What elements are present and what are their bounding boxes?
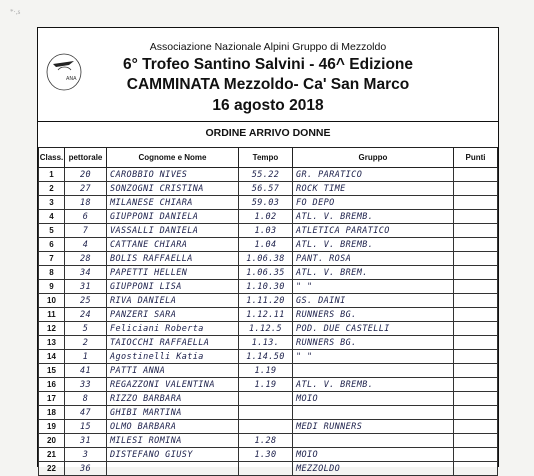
col-header-name: Cognome e Nome bbox=[107, 148, 239, 168]
group-cell: GS. DAINI bbox=[293, 294, 454, 308]
bib-cell: 3 bbox=[65, 448, 107, 462]
time-cell: 1.11.20 bbox=[239, 294, 293, 308]
name-cell: DISTEFANO GIUSY bbox=[107, 448, 239, 462]
group-cell: MEDI RUNNERS bbox=[293, 420, 454, 434]
bib-cell: 1 bbox=[65, 350, 107, 364]
points-cell bbox=[454, 252, 498, 266]
time-cell bbox=[239, 406, 293, 420]
group-cell: RUNNERS BG. bbox=[293, 308, 454, 322]
rank-cell: 22 bbox=[39, 462, 65, 476]
points-cell bbox=[454, 294, 498, 308]
table-row bbox=[39, 448, 498, 462]
points-cell bbox=[454, 392, 498, 406]
group-cell: MOIO bbox=[293, 448, 454, 462]
time-cell: 1.06.35 bbox=[239, 266, 293, 280]
table-row bbox=[39, 238, 498, 252]
table-row bbox=[39, 336, 498, 350]
rank-cell: 1 bbox=[39, 168, 65, 182]
time-cell: 55.22 bbox=[239, 168, 293, 182]
rank-cell: 18 bbox=[39, 406, 65, 420]
bib-cell: 33 bbox=[65, 378, 107, 392]
table-row bbox=[39, 308, 498, 322]
bib-cell: 8 bbox=[65, 392, 107, 406]
name-cell: MILESI ROMINA bbox=[107, 434, 239, 448]
time-cell bbox=[239, 462, 293, 476]
time-cell: 1.12.11 bbox=[239, 308, 293, 322]
time-cell: 1.19 bbox=[239, 378, 293, 392]
group-cell bbox=[293, 364, 454, 378]
table-row bbox=[39, 378, 498, 392]
points-cell bbox=[454, 238, 498, 252]
bib-cell: 2 bbox=[65, 336, 107, 350]
table-row bbox=[39, 406, 498, 420]
bib-cell: 6 bbox=[65, 210, 107, 224]
bib-cell: 5 bbox=[65, 322, 107, 336]
rank-cell: 19 bbox=[39, 420, 65, 434]
name-cell: BOLIS RAFFAELLA bbox=[107, 252, 239, 266]
table-row bbox=[39, 280, 498, 294]
name-cell: REGAZZONI VALENTINA bbox=[107, 378, 239, 392]
rank-cell: 15 bbox=[39, 364, 65, 378]
name-cell: PATTI ANNA bbox=[107, 364, 239, 378]
bib-cell: 18 bbox=[65, 196, 107, 210]
name-cell: Feliciani Roberta bbox=[107, 322, 239, 336]
table-row bbox=[39, 364, 498, 378]
group-cell: " " bbox=[293, 280, 454, 294]
time-cell: 1.14.50 bbox=[239, 350, 293, 364]
name-cell: TAIOCCHI RAFFAELLA bbox=[107, 336, 239, 350]
name-cell: RIVA DANIELA bbox=[107, 294, 239, 308]
col-header-points: Punti bbox=[454, 148, 498, 168]
table-row bbox=[39, 462, 498, 476]
col-header-bib: pettorale bbox=[65, 148, 107, 168]
points-cell bbox=[454, 420, 498, 434]
rank-cell: 2 bbox=[39, 182, 65, 196]
points-cell bbox=[454, 182, 498, 196]
group-cell bbox=[293, 406, 454, 420]
time-cell: 59.03 bbox=[239, 196, 293, 210]
time-cell: 1.04 bbox=[239, 238, 293, 252]
logo-text: ANA bbox=[66, 76, 77, 82]
table-row bbox=[39, 182, 498, 196]
name-cell: RIZZO BARBARA bbox=[107, 392, 239, 406]
group-cell: MEZZOLDO bbox=[293, 462, 454, 476]
points-cell bbox=[454, 462, 498, 476]
time-cell: 1.30 bbox=[239, 448, 293, 462]
name-cell: VASSALLI DANIELA bbox=[107, 224, 239, 238]
col-header-time: Tempo bbox=[239, 148, 293, 168]
bib-cell: 36 bbox=[65, 462, 107, 476]
rank-cell: 21 bbox=[39, 448, 65, 462]
name-cell: SONZOGNI CRISTINA bbox=[107, 182, 239, 196]
rank-cell: 17 bbox=[39, 392, 65, 406]
bib-cell: 34 bbox=[65, 266, 107, 280]
event-subtitle: CAMMINATA Mezzoldo- Ca' San Marco bbox=[126, 76, 410, 93]
name-cell: PANZERI SARA bbox=[107, 308, 239, 322]
group-cell: ATL. V. BREM. bbox=[293, 266, 454, 280]
table-row bbox=[39, 350, 498, 364]
event-date: 16 agosto 2018 bbox=[212, 97, 324, 114]
bib-cell: 47 bbox=[65, 406, 107, 420]
bib-cell: 15 bbox=[65, 420, 107, 434]
bib-cell: 27 bbox=[65, 182, 107, 196]
name-cell bbox=[107, 462, 239, 476]
rank-cell: 10 bbox=[39, 294, 65, 308]
points-cell bbox=[454, 378, 498, 392]
bib-cell: 28 bbox=[65, 252, 107, 266]
table-row bbox=[39, 168, 498, 182]
name-cell: CATTANE CHIARA bbox=[107, 238, 239, 252]
group-cell: " " bbox=[293, 350, 454, 364]
table-row bbox=[39, 252, 498, 266]
time-cell bbox=[239, 420, 293, 434]
time-cell bbox=[239, 392, 293, 406]
table-row bbox=[39, 294, 498, 308]
group-cell: PANT. ROSA bbox=[293, 252, 454, 266]
group-cell: GR. PARATICO bbox=[293, 168, 454, 182]
rank-cell: 9 bbox=[39, 280, 65, 294]
table-row bbox=[39, 196, 498, 210]
rank-cell: 11 bbox=[39, 308, 65, 322]
time-cell: 1.02 bbox=[239, 210, 293, 224]
organization-name: Associazione Nazionale Alpini Gruppo di Mezzoldo bbox=[149, 41, 387, 53]
points-cell bbox=[454, 350, 498, 364]
time-cell: 1.13. bbox=[239, 336, 293, 350]
event-title: 6° Trofeo Santino Salvini - 46^ Edizione bbox=[123, 56, 413, 73]
points-cell bbox=[454, 448, 498, 462]
bib-cell: 7 bbox=[65, 224, 107, 238]
points-cell bbox=[454, 168, 498, 182]
results-table bbox=[38, 147, 498, 476]
rank-cell: 5 bbox=[39, 224, 65, 238]
name-cell: PAPETTI HELLEN bbox=[107, 266, 239, 280]
group-cell: ATL. V. BREMB. bbox=[293, 210, 454, 224]
points-cell bbox=[454, 266, 498, 280]
time-cell: 1.12.5 bbox=[239, 322, 293, 336]
bib-cell: 24 bbox=[65, 308, 107, 322]
points-cell bbox=[454, 406, 498, 420]
points-cell bbox=[454, 322, 498, 336]
points-cell bbox=[454, 336, 498, 350]
name-cell: GHIBI MARTINA bbox=[107, 406, 239, 420]
bib-cell: 41 bbox=[65, 364, 107, 378]
table-row bbox=[39, 210, 498, 224]
bib-cell: 20 bbox=[65, 168, 107, 182]
bib-cell: 25 bbox=[65, 294, 107, 308]
table-row bbox=[39, 224, 498, 238]
group-cell: ATL. V. BREMB. bbox=[293, 378, 454, 392]
name-cell: Agostinelli Katia bbox=[107, 350, 239, 364]
rank-cell: 8 bbox=[39, 266, 65, 280]
name-cell: MILANESE CHIARA bbox=[107, 196, 239, 210]
table-header-row bbox=[39, 148, 498, 168]
points-cell bbox=[454, 210, 498, 224]
points-cell bbox=[454, 434, 498, 448]
points-cell bbox=[454, 196, 498, 210]
time-cell: 56.57 bbox=[239, 182, 293, 196]
rank-cell: 12 bbox=[39, 322, 65, 336]
time-cell: 1.06.38 bbox=[239, 252, 293, 266]
col-header-group: Gruppo bbox=[293, 148, 454, 168]
rank-cell: 13 bbox=[39, 336, 65, 350]
col-header-class: Class. bbox=[39, 148, 65, 168]
group-cell: ATLETICA PARATICO bbox=[293, 224, 454, 238]
section-title: ORDINE ARRIVO DONNE bbox=[205, 127, 331, 139]
name-cell: CAROBBIO NIVES bbox=[107, 168, 239, 182]
group-cell: RUNNERS BG. bbox=[293, 336, 454, 350]
header-divider bbox=[38, 121, 498, 122]
group-cell bbox=[293, 434, 454, 448]
rank-cell: 16 bbox=[39, 378, 65, 392]
group-cell: ATL. V. BREMB. bbox=[293, 238, 454, 252]
rank-cell: 4 bbox=[39, 210, 65, 224]
bib-cell: 4 bbox=[65, 238, 107, 252]
time-cell: 1.19 bbox=[239, 364, 293, 378]
table-row bbox=[39, 434, 498, 448]
points-cell bbox=[454, 364, 498, 378]
rank-cell: 3 bbox=[39, 196, 65, 210]
table-row bbox=[39, 392, 498, 406]
table-row bbox=[39, 266, 498, 280]
group-cell: ROCK TIME bbox=[293, 182, 454, 196]
name-cell: OLMO BARBARA bbox=[107, 420, 239, 434]
group-cell: FO DEPO bbox=[293, 196, 454, 210]
points-cell bbox=[454, 280, 498, 294]
name-cell: GIUPPONI LISA bbox=[107, 280, 239, 294]
points-cell bbox=[454, 224, 498, 238]
rank-cell: 14 bbox=[39, 350, 65, 364]
time-cell: 1.03 bbox=[239, 224, 293, 238]
bib-cell: 31 bbox=[65, 280, 107, 294]
name-cell: GIUPPONI DANIELA bbox=[107, 210, 239, 224]
table-row bbox=[39, 420, 498, 434]
bib-cell: 31 bbox=[65, 434, 107, 448]
group-cell: POD. DUE CASTELLI bbox=[293, 322, 454, 336]
rank-cell: 20 bbox=[39, 434, 65, 448]
rank-cell: 6 bbox=[39, 238, 65, 252]
group-cell: MOIO bbox=[293, 392, 454, 406]
rank-cell: 7 bbox=[39, 252, 65, 266]
table-row bbox=[39, 322, 498, 336]
scan-mark: *·,s bbox=[10, 8, 21, 16]
points-cell bbox=[454, 308, 498, 322]
results-sheet bbox=[37, 27, 499, 474]
time-cell: 1.28 bbox=[239, 434, 293, 448]
time-cell: 1.10.30 bbox=[239, 280, 293, 294]
